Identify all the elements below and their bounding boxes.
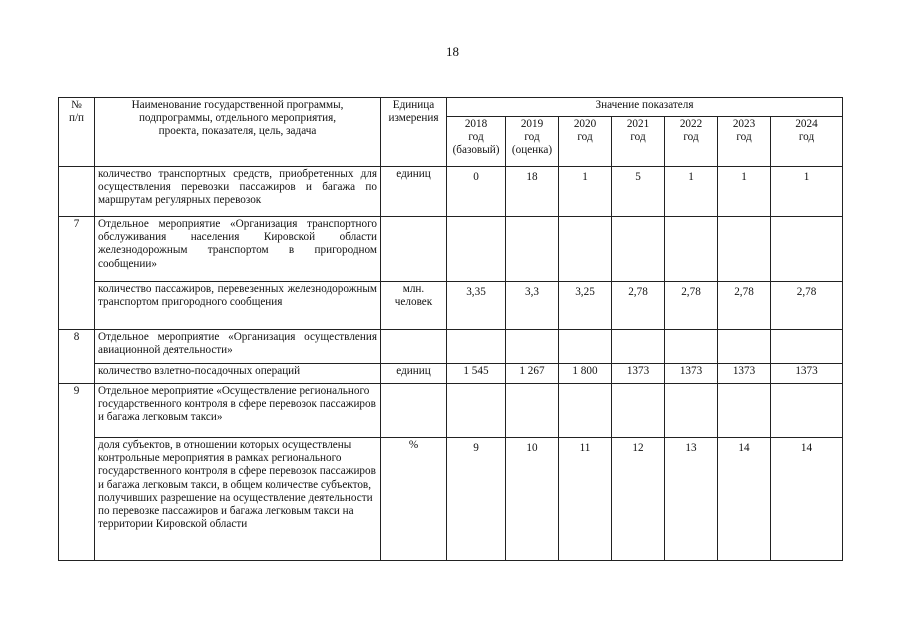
row-number: 8 [59,330,95,384]
value-2021 [612,217,665,282]
indicator-name: Отдельное мероприятие «Осуществление регионального государственного контроля в сфере перевозок пассажиров и багажа легковым такси» [95,384,381,438]
table-row [59,282,843,330]
indicator-name: количество пассажиров, перевезенных железнодорожным транспортом пригородного сообщения [95,282,381,330]
indicator-name: доля субъектов, в отношении которых осуществлены контрольные мероприятия в рамках регионального государственного контроля в сфере перевозок пассажиров и багажа легковым такси, в общем количестве субъектов, получивших разрешение на осуществление деятельности по перевозке пассажиров и багажа легковым такси на территории Кировской области [95,438,381,561]
row-number: 9 [59,384,95,561]
value-2019: 1 267 [506,364,559,384]
value-2018 [447,217,506,282]
unit-cell: % [381,438,447,561]
value-2022 [665,384,718,438]
value-2020 [559,384,612,438]
value-2024 [771,217,843,282]
value-2019: 3,3 [506,282,559,330]
value-2023: 1 [718,167,771,217]
unit-cell: млн. человек [381,282,447,330]
value-2018: 9 [447,438,506,561]
header-year-2022: 2022 год [665,117,718,167]
header-year-2021: 2021 год [612,117,665,167]
value-2021: 5 [612,167,665,217]
value-2019 [506,384,559,438]
indicators-table [58,97,843,561]
indicator-name: Отдельное мероприятие «Организация транспортного обслуживания населения Кировской области железнодорожным транспортом в пригородном сообщении» [95,217,381,282]
value-2022: 2,78 [665,282,718,330]
header-year-2018: 2018 год (базовый) [447,117,506,167]
value-2023 [718,330,771,364]
header-year-2019: 2019 год (оценка) [506,117,559,167]
value-2022 [665,330,718,364]
value-2022: 1 [665,167,718,217]
value-2023: 14 [718,438,771,561]
value-2024 [771,384,843,438]
value-2020 [559,217,612,282]
value-2023: 1373 [718,364,771,384]
indicator-name: Отдельное мероприятие «Организация осуществления авиационной деятельности» [95,330,381,364]
value-2019 [506,217,559,282]
value-2024: 1 [771,167,843,217]
table-row [59,167,843,217]
value-2021 [612,384,665,438]
unit-cell [381,217,447,282]
value-2021: 2,78 [612,282,665,330]
value-2021: 1373 [612,364,665,384]
value-2018 [447,384,506,438]
table-row [59,384,843,438]
header-year-2020: 2020 год [559,117,612,167]
header-year-2023: 2023 год [718,117,771,167]
unit-cell: единиц [381,364,447,384]
value-2022 [665,217,718,282]
unit-cell: единиц [381,167,447,217]
value-2021: 12 [612,438,665,561]
value-2018 [447,330,506,364]
value-2023 [718,384,771,438]
table-row [59,438,843,561]
value-2024: 2,78 [771,282,843,330]
value-2020: 1 800 [559,364,612,384]
indicator-name: количество транспортных средств, приобретенных для осуществления перевозки пассажиров и багажа по маршрутам регулярных перевозок [95,167,381,217]
row-number: 7 [59,217,95,330]
header-year-2024: 2024 год [771,117,843,167]
value-2019: 18 [506,167,559,217]
value-2022: 1373 [665,364,718,384]
value-2024: 1373 [771,364,843,384]
value-2024: 14 [771,438,843,561]
value-2018: 3,35 [447,282,506,330]
header-no: № п/п [59,98,95,167]
page-number: 18 [446,44,459,59]
value-2020: 11 [559,438,612,561]
row-number [59,167,95,217]
table-row [59,364,843,384]
value-2019 [506,330,559,364]
header-row [59,98,843,117]
value-2020: 1 [559,167,612,217]
value-2020: 3,25 [559,282,612,330]
unit-cell [381,330,447,364]
header-name: Наименование государственной программы, подпрограммы, отдельного мероприятия, проекта, показателя, цель, задача [95,98,381,167]
value-2022: 13 [665,438,718,561]
header-values: Значение показателя [447,98,843,117]
value-2023 [718,217,771,282]
value-2024 [771,330,843,364]
table-row [59,217,843,282]
value-2021 [612,330,665,364]
value-2018: 0 [447,167,506,217]
value-2020 [559,330,612,364]
value-2019: 10 [506,438,559,561]
header-unit: Единица измерения [381,98,447,167]
value-2023: 2,78 [718,282,771,330]
indicator-name: количество взлетно-посадочных операций [95,364,381,384]
table-row [59,330,843,364]
value-2018: 1 545 [447,364,506,384]
unit-cell [381,384,447,438]
